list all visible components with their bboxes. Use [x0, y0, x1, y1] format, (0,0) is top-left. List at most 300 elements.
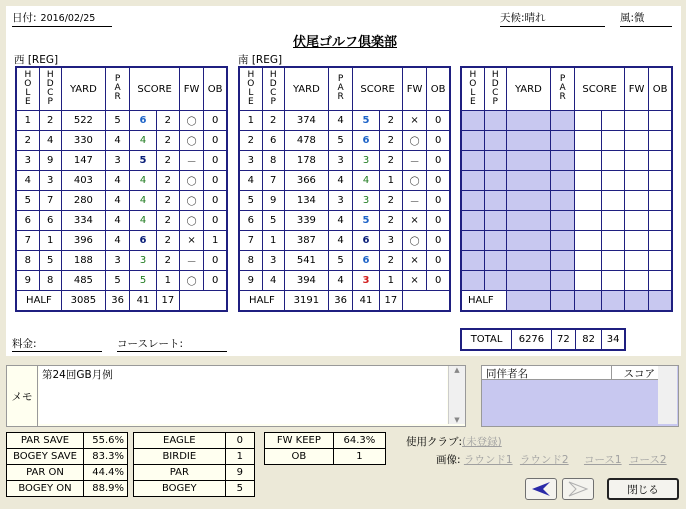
- hole-row[interactable]: [461, 151, 672, 171]
- hole-yard: 134: [284, 191, 328, 211]
- hole-hdcp: 5: [39, 251, 61, 271]
- hole-fw: －: [402, 191, 426, 211]
- col-hole: HOLE: [461, 67, 484, 111]
- hole-score: 5: [353, 211, 380, 231]
- close-button[interactable]: 閉じる: [607, 478, 679, 500]
- half-score: 41: [130, 291, 157, 312]
- hole-score: 5: [130, 271, 157, 291]
- hole-number: 7: [16, 231, 39, 251]
- hole-putt: [601, 151, 624, 171]
- hole-par: [550, 211, 574, 231]
- hole-fw: [624, 211, 648, 231]
- hole-yard: 147: [61, 151, 105, 171]
- stat-label: BOGEY SAVE: [7, 449, 84, 465]
- stat-label: BOGEY ON: [7, 481, 84, 497]
- image-link-round2[interactable]: ラウンド2: [519, 454, 569, 466]
- hole-fw: 〇: [179, 131, 203, 151]
- hole-row[interactable]: [16, 131, 227, 151]
- hole-hdcp: [484, 251, 506, 271]
- third-scorecard-table: [460, 66, 673, 312]
- hole-fw: 〇: [179, 211, 203, 231]
- hole-row[interactable]: [239, 211, 450, 231]
- half-yard: 3085: [61, 291, 105, 312]
- half-fw: [624, 291, 648, 312]
- hole-par: [550, 251, 574, 271]
- col-yard: YARD: [61, 67, 105, 111]
- hole-number: 6: [16, 211, 39, 231]
- hole-yard: 280: [61, 191, 105, 211]
- stat-row: [134, 449, 255, 465]
- date-value: 2016/02/25: [40, 13, 96, 24]
- companion-scrollbar[interactable]: [658, 366, 677, 424]
- hole-number: [461, 211, 484, 231]
- hole-score: 3: [130, 251, 157, 271]
- hole-number: 6: [239, 211, 262, 231]
- hole-yard: [506, 251, 550, 271]
- hole-ob: 0: [427, 271, 450, 291]
- hole-row[interactable]: [461, 271, 672, 291]
- hole-par: 4: [105, 231, 129, 251]
- total-putt: 34: [602, 329, 625, 350]
- hole-fw: ×: [402, 111, 426, 131]
- hole-yard: 334: [61, 211, 105, 231]
- hole-ob: [649, 131, 672, 151]
- hole-hdcp: 9: [39, 151, 61, 171]
- hole-number: 1: [239, 111, 262, 131]
- hole-par: 3: [105, 151, 129, 171]
- hole-ob: 0: [427, 111, 450, 131]
- stat-row: [265, 449, 386, 465]
- hole-score: 6: [353, 131, 380, 151]
- hole-fw: [624, 111, 648, 131]
- hole-putt: 1: [156, 271, 179, 291]
- hole-row[interactable]: [16, 271, 227, 291]
- hole-score: 4: [130, 131, 157, 151]
- stat-label: BIRDIE: [134, 449, 226, 465]
- stat-label: BOGEY: [134, 481, 226, 497]
- memo-box: [6, 365, 466, 427]
- next-button[interactable]: [562, 478, 594, 500]
- hole-fw: [624, 151, 648, 171]
- fee-label: 料金:: [12, 338, 37, 350]
- stat-row: [134, 433, 255, 449]
- hole-hdcp: [484, 211, 506, 231]
- col-hole: HOLE: [239, 67, 262, 111]
- hole-ob: 0: [204, 191, 227, 211]
- half-score: 41: [353, 291, 380, 312]
- total-par: 72: [551, 329, 575, 350]
- hole-score: [575, 271, 602, 291]
- col-par: PAR: [105, 67, 129, 111]
- half-par: 36: [328, 291, 352, 312]
- stats-rate-table: [6, 432, 128, 497]
- hole-hdcp: [484, 191, 506, 211]
- hole-ob: 0: [427, 151, 450, 171]
- hole-ob: [649, 271, 672, 291]
- hole-putt: 2: [156, 191, 179, 211]
- hole-row[interactable]: [16, 251, 227, 271]
- hole-score: [575, 151, 602, 171]
- hole-ob: [649, 151, 672, 171]
- total-yard: 6276: [512, 329, 552, 350]
- stat-label: PAR ON: [7, 465, 84, 481]
- hole-putt: 2: [156, 211, 179, 231]
- hole-par: 5: [105, 271, 129, 291]
- hole-par: 4: [328, 271, 352, 291]
- weather-field: [500, 10, 605, 27]
- hole-putt: [601, 211, 624, 231]
- memo-scrollbar[interactable]: [448, 366, 465, 424]
- hole-putt: [601, 251, 624, 271]
- hole-row[interactable]: [16, 191, 227, 211]
- hole-ob: 0: [204, 151, 227, 171]
- hole-fw: ×: [179, 231, 203, 251]
- hole-putt: 1: [379, 171, 402, 191]
- hole-putt: 2: [156, 171, 179, 191]
- clubs-link[interactable]: (未登録): [462, 436, 502, 448]
- col-hdcp: HDCP: [262, 67, 284, 111]
- arrow-left-icon: [526, 479, 556, 499]
- hole-number: [461, 191, 484, 211]
- hole-number: 2: [239, 131, 262, 151]
- hole-par: 4: [328, 211, 352, 231]
- wind-label: 風:: [620, 12, 635, 24]
- hole-ob: 0: [204, 251, 227, 271]
- col-yard: YARD: [506, 67, 550, 111]
- stat-value: 1: [333, 449, 385, 465]
- hole-ob: 0: [427, 211, 450, 231]
- hole-yard: 522: [61, 111, 105, 131]
- hole-row[interactable]: [239, 131, 450, 151]
- hole-putt: 2: [379, 111, 402, 131]
- hole-score: 3: [353, 151, 380, 171]
- hole-par: 4: [328, 231, 352, 251]
- hole-fw: －: [179, 251, 203, 271]
- half-score: [575, 291, 602, 312]
- hole-score: 6: [130, 231, 157, 251]
- hole-fw: ×: [402, 211, 426, 231]
- hole-row[interactable]: [16, 111, 227, 131]
- image-link-course1[interactable]: コース1: [583, 454, 622, 466]
- hole-hdcp: [484, 111, 506, 131]
- hole-par: 4: [105, 131, 129, 151]
- arrow-right-icon: [563, 479, 593, 499]
- hole-yard: 396: [61, 231, 105, 251]
- col-hdcp: HDCP: [39, 67, 61, 111]
- hole-hdcp: [484, 271, 506, 291]
- hole-putt: 2: [379, 251, 402, 271]
- hole-ob: 0: [427, 251, 450, 271]
- stat-row: [7, 433, 128, 449]
- hole-par: [550, 271, 574, 291]
- hole-par: 4: [105, 211, 129, 231]
- hole-row[interactable]: [239, 111, 450, 131]
- hole-fw: [624, 191, 648, 211]
- image-link-round1[interactable]: ラウンド1: [463, 454, 513, 466]
- hole-number: 5: [239, 191, 262, 211]
- hole-score: 6: [353, 251, 380, 271]
- hole-number: 5: [16, 191, 39, 211]
- hole-putt: 2: [379, 211, 402, 231]
- companion-score-header[interactable]: スコア: [612, 366, 658, 380]
- hole-fw: [624, 271, 648, 291]
- half-label: HALF: [461, 291, 506, 312]
- hole-par: [550, 231, 574, 251]
- hole-par: [550, 131, 574, 151]
- stat-row: [7, 465, 128, 481]
- hole-par: [550, 191, 574, 211]
- scroll-down-icon[interactable]: ▼: [454, 416, 460, 424]
- half-empty: [402, 291, 450, 312]
- col-score: SCORE: [575, 67, 625, 111]
- west-label: 西 [REG]: [14, 54, 59, 66]
- hole-number: [461, 231, 484, 251]
- hole-score: 4: [130, 211, 157, 231]
- half-row: [16, 291, 227, 312]
- hole-hdcp: 7: [39, 191, 61, 211]
- hole-par: 5: [328, 131, 352, 151]
- hole-par: 4: [105, 171, 129, 191]
- hole-score: [575, 111, 602, 131]
- images-label: 画像:: [436, 454, 461, 466]
- hole-number: 3: [239, 151, 262, 171]
- stats-fw-table: [264, 432, 386, 465]
- hole-score: 4: [130, 171, 157, 191]
- half-putt: 17: [379, 291, 402, 312]
- stat-row: [7, 449, 128, 465]
- hole-row[interactable]: [461, 191, 672, 211]
- stat-row: [134, 481, 255, 497]
- hole-fw: 〇: [179, 271, 203, 291]
- hole-score: [575, 251, 602, 271]
- course-rating-label: コースレート:: [117, 338, 184, 350]
- hole-putt: [601, 111, 624, 131]
- col-score: SCORE: [130, 67, 180, 111]
- half-par: 36: [105, 291, 129, 312]
- hole-number: [461, 251, 484, 271]
- stats-count-table: [133, 432, 255, 497]
- hole-putt: [601, 171, 624, 191]
- hole-ob: [649, 111, 672, 131]
- hole-row[interactable]: [239, 231, 450, 251]
- hole-row[interactable]: [461, 131, 672, 151]
- hole-ob: 0: [204, 171, 227, 191]
- hole-putt: 2: [156, 251, 179, 271]
- hole-score: [575, 171, 602, 191]
- stat-label: OB: [265, 449, 334, 465]
- south-scorecard-table: [238, 66, 451, 312]
- hole-row[interactable]: [16, 211, 227, 231]
- hole-putt: 2: [156, 131, 179, 151]
- hole-hdcp: 1: [262, 231, 284, 251]
- hole-row[interactable]: [16, 151, 227, 171]
- stat-label: PAR: [134, 465, 226, 481]
- hole-fw: 〇: [402, 131, 426, 151]
- hole-yard: 366: [284, 171, 328, 191]
- hole-yard: [506, 131, 550, 151]
- hole-yard: [506, 271, 550, 291]
- hole-hdcp: 3: [39, 171, 61, 191]
- hole-ob: 0: [427, 131, 450, 151]
- wind-field: [620, 10, 672, 27]
- hole-fw: [624, 171, 648, 191]
- hole-score: [575, 191, 602, 211]
- hole-putt: 2: [379, 131, 402, 151]
- hole-row[interactable]: [239, 251, 450, 271]
- hole-hdcp: [484, 171, 506, 191]
- hole-score: [575, 131, 602, 151]
- course-rating-field: [117, 336, 227, 352]
- stat-value: 83.3%: [84, 449, 128, 465]
- hole-ob: 0: [204, 111, 227, 131]
- hole-number: 9: [239, 271, 262, 291]
- hole-score: [575, 231, 602, 251]
- half-putt: [601, 291, 624, 312]
- hole-ob: 0: [427, 191, 450, 211]
- hole-fw: ×: [402, 251, 426, 271]
- companion-list[interactable]: [481, 365, 679, 427]
- wind-value: 微: [634, 12, 645, 24]
- hole-yard: [506, 171, 550, 191]
- hole-yard: 394: [284, 271, 328, 291]
- stat-label: PAR SAVE: [7, 433, 84, 449]
- hole-ob: 0: [204, 211, 227, 231]
- col-fw: FW: [179, 67, 203, 111]
- hole-yard: 478: [284, 131, 328, 151]
- half-row: [461, 291, 672, 312]
- hole-fw: 〇: [179, 191, 203, 211]
- hole-number: 3: [16, 151, 39, 171]
- total-table: [460, 328, 626, 351]
- stat-value: 5: [225, 481, 254, 497]
- hole-par: [550, 171, 574, 191]
- hole-row[interactable]: [16, 231, 227, 251]
- stat-value: 55.6%: [84, 433, 128, 449]
- stat-value: 1: [225, 449, 254, 465]
- stat-value: 0: [225, 433, 254, 449]
- memo-text[interactable]: 第24回GB月例: [39, 366, 447, 424]
- hole-putt: 3: [379, 231, 402, 251]
- hole-putt: [601, 131, 624, 151]
- half-label: HALF: [16, 291, 61, 312]
- stat-row: [134, 465, 255, 481]
- hole-yard: 178: [284, 151, 328, 171]
- hole-row[interactable]: [239, 171, 450, 191]
- hole-yard: 330: [61, 131, 105, 151]
- clubs-label: 使用クラブ:: [406, 436, 463, 448]
- hole-hdcp: 2: [262, 111, 284, 131]
- hole-number: 7: [239, 231, 262, 251]
- hole-row[interactable]: [461, 211, 672, 231]
- stat-value: 88.9%: [84, 481, 128, 497]
- hole-row[interactable]: [16, 171, 227, 191]
- hole-fw: －: [179, 151, 203, 171]
- date-field: [12, 10, 112, 27]
- image-link-course2[interactable]: コース2: [628, 454, 667, 466]
- hole-yard: 485: [61, 271, 105, 291]
- hole-row[interactable]: [461, 111, 672, 131]
- prev-button[interactable]: [525, 478, 557, 500]
- hole-row[interactable]: [461, 171, 672, 191]
- col-ob: OB: [649, 67, 672, 111]
- hole-hdcp: 7: [262, 171, 284, 191]
- col-fw: FW: [402, 67, 426, 111]
- hole-yard: 403: [61, 171, 105, 191]
- course-name: 伏尾ゴルフ倶楽部: [292, 35, 397, 50]
- hole-par: 5: [328, 251, 352, 271]
- hole-number: [461, 171, 484, 191]
- hole-number: 8: [239, 251, 262, 271]
- hole-number: 1: [16, 111, 39, 131]
- hole-putt: [601, 191, 624, 211]
- hole-fw: [624, 231, 648, 251]
- col-ob: OB: [204, 67, 227, 111]
- total-score: 82: [575, 329, 601, 350]
- hole-hdcp: [484, 151, 506, 171]
- hole-par: [550, 111, 574, 131]
- half-row: [239, 291, 450, 312]
- hole-fw: [624, 251, 648, 271]
- hole-fw: 〇: [179, 111, 203, 131]
- hole-hdcp: 1: [39, 231, 61, 251]
- stat-label: FW KEEP: [265, 433, 334, 449]
- hole-hdcp: 4: [39, 131, 61, 151]
- memo-label: メモ: [7, 366, 38, 426]
- companion-name-header[interactable]: 同伴者名: [482, 366, 612, 380]
- weather-value: 晴れ: [524, 12, 546, 24]
- half-yard: [506, 291, 550, 312]
- half-par: [550, 291, 574, 312]
- hole-number: 8: [16, 251, 39, 271]
- hole-row[interactable]: [461, 251, 672, 271]
- hole-hdcp: 8: [262, 151, 284, 171]
- hole-hdcp: 3: [262, 251, 284, 271]
- hole-hdcp: 2: [39, 111, 61, 131]
- hole-hdcp: 5: [262, 211, 284, 231]
- hole-number: 2: [16, 131, 39, 151]
- hole-row[interactable]: [239, 271, 450, 291]
- hole-yard: 374: [284, 111, 328, 131]
- hole-hdcp: [484, 231, 506, 251]
- hole-row[interactable]: [461, 231, 672, 251]
- hole-putt: [601, 271, 624, 291]
- hole-hdcp: 4: [262, 271, 284, 291]
- hole-yard: [506, 111, 550, 131]
- hole-score: 6: [130, 111, 157, 131]
- west-scorecard-table: [15, 66, 228, 312]
- hole-yard: 541: [284, 251, 328, 271]
- hole-hdcp: 9: [262, 191, 284, 211]
- hole-par: 3: [328, 191, 352, 211]
- hole-row[interactable]: [239, 191, 450, 211]
- half-empty: [179, 291, 227, 312]
- scroll-up-icon[interactable]: ▲: [454, 366, 460, 374]
- hole-putt: 2: [156, 111, 179, 131]
- col-par: PAR: [550, 67, 574, 111]
- stat-row: [7, 481, 128, 497]
- stat-row: [265, 433, 386, 449]
- hole-ob: 0: [204, 131, 227, 151]
- hole-number: [461, 131, 484, 151]
- hole-ob: [649, 231, 672, 251]
- images-row: [436, 452, 667, 467]
- hole-ob: [649, 211, 672, 231]
- hole-fw: ×: [402, 271, 426, 291]
- hole-hdcp: 8: [39, 271, 61, 291]
- hole-row[interactable]: [239, 151, 450, 171]
- hole-ob: 0: [204, 271, 227, 291]
- hole-yard: [506, 231, 550, 251]
